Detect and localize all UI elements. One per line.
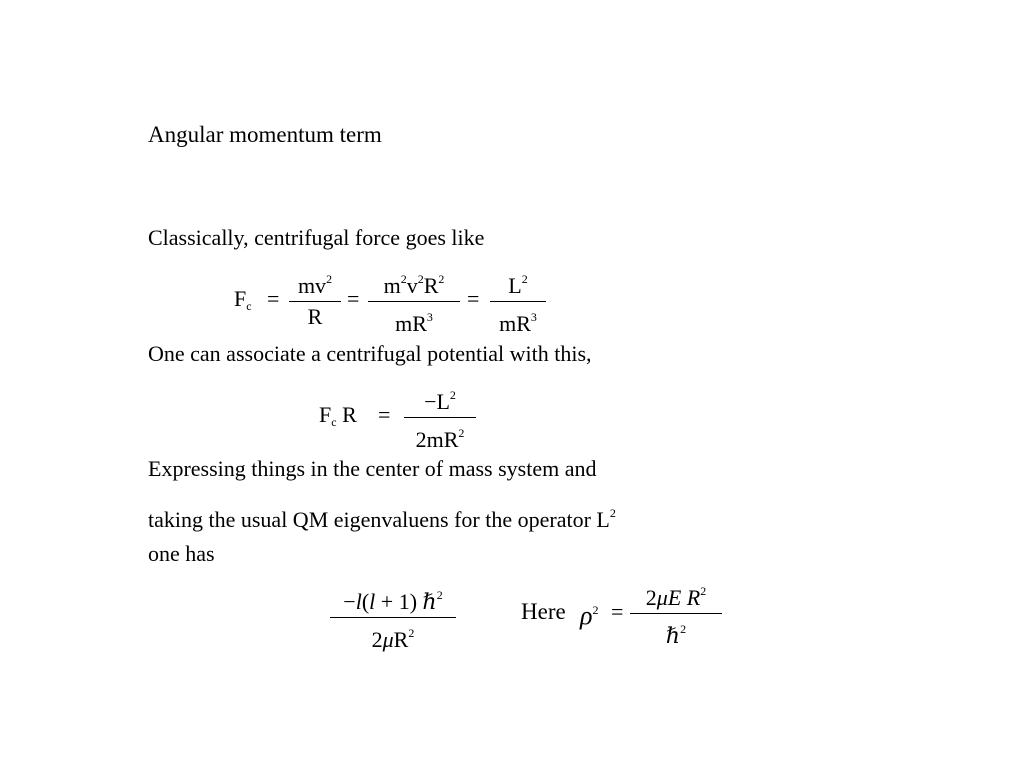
text-line-classically: Classically, centrifugal force goes like [148, 225, 485, 250]
eq1-fraction-1 [289, 266, 341, 330]
eq1-lhs [234, 286, 252, 319]
eq3-numerator [330, 582, 456, 618]
eq1-f2-num-v-sup: 2 [417, 272, 424, 286]
eq4-num-er: E R [667, 585, 701, 610]
here-label: Here [521, 599, 566, 624]
eq4-rho [580, 597, 598, 629]
eq2-fraction-numerator [404, 382, 476, 418]
eq1-fraction-2-denominator [368, 302, 460, 337]
eq4-numerator [630, 578, 722, 614]
eq1-equals-2: = [347, 286, 360, 311]
eq1-fraction-3-denominator [490, 302, 546, 337]
text-line-taking-text: taking the usual QM eigenvaluens for the operator L [148, 507, 610, 532]
eq1-f2-num-m-sup: 2 [400, 272, 407, 286]
eq3-l2: l [369, 589, 376, 614]
eq2-fraction-denominator [404, 418, 476, 453]
eq1-fraction-2 [368, 266, 460, 337]
eq3-num-sup: 2 [436, 588, 443, 602]
eq4-num-sup: 2 [700, 584, 707, 598]
eq4-fraction [630, 578, 722, 649]
eq2-lhs-sub: c [331, 415, 337, 429]
text-line-associate: One can associate a centrifugal potential with this, [148, 341, 592, 366]
eq4-denominator [630, 614, 722, 649]
eq2-lhs [319, 402, 357, 435]
eq4-rho-symbol: ρ [580, 601, 593, 630]
eq1-equals-3: = [467, 286, 480, 311]
eq3-den-sup: 2 [408, 626, 415, 640]
eq3-plus-one: + 1) [375, 589, 423, 614]
eq4-rho-sup: 2 [592, 603, 599, 617]
eq2-den-sup: 2 [458, 426, 465, 440]
slide-title: Angular momentum term [148, 122, 382, 147]
eq1-f3-den-text: mR [499, 311, 531, 336]
eq4-den-hbar: ℏ [665, 623, 681, 648]
text-line-taking-sup: 2 [609, 506, 616, 520]
eq3-l: l [355, 589, 362, 614]
eq1-equals-1: = [267, 286, 280, 311]
eq1-f2-num-r-sup: 2 [438, 272, 445, 286]
eq1-f3-num-text: L [508, 273, 522, 298]
eq4-num-mu: μ [656, 585, 668, 610]
eq1-f2-num-r: R [423, 273, 439, 298]
eq1-f1-num-sup: 2 [326, 272, 333, 286]
eq1-lhs-f: F [234, 286, 247, 311]
eq1-f2-den-sup: 3 [426, 310, 433, 324]
eq1-f3-num-sup: 2 [521, 272, 528, 286]
eq1-fraction-3-numerator [490, 266, 546, 302]
eq1-fraction-1-denominator: R [307, 304, 323, 329]
eq3-den-mu: μ [382, 627, 394, 652]
eq3-denominator [330, 618, 456, 653]
eq2-num-sup: 2 [449, 388, 456, 402]
eq1-fraction-1-numerator [289, 266, 341, 302]
text-line-expressing: Expressing things in the center of mass system and [148, 456, 597, 481]
text-line-one-has: one has [148, 541, 215, 566]
eq4-num-two: 2 [645, 585, 657, 610]
eq1-f2-num-m: m [383, 273, 401, 298]
eq1-f1-num-text: mv [297, 273, 327, 298]
eq2-lhs-f: F [319, 402, 332, 427]
text-line-taking [148, 500, 616, 533]
eq1-f3-den-sup: 3 [530, 310, 537, 324]
eq3-den-two: 2 [371, 627, 383, 652]
eq1-f2-den-text: mR [395, 311, 427, 336]
eq3-paren-open: ( [361, 589, 370, 614]
angular-term-equation [330, 582, 456, 653]
eq2-den-text: 2mR [415, 427, 459, 452]
eq1-fraction-2-numerator [368, 266, 460, 302]
eq2-lhs-r: R [342, 402, 357, 427]
eq2-equals: = [378, 402, 391, 427]
eq3-den-r: R [393, 627, 409, 652]
eq4-equals: = [611, 599, 624, 624]
eq3-minus: − [343, 589, 356, 614]
eq4-den-sup: 2 [680, 622, 687, 636]
eq3-hbar: ℏ [422, 589, 437, 614]
eq1-f2-num-v: v [406, 273, 418, 298]
eq2-fraction [404, 382, 476, 453]
eq1-fraction-3 [490, 266, 546, 337]
eq1-lhs-sub: c [246, 299, 252, 313]
eq2-num-text: −L [424, 389, 450, 414]
